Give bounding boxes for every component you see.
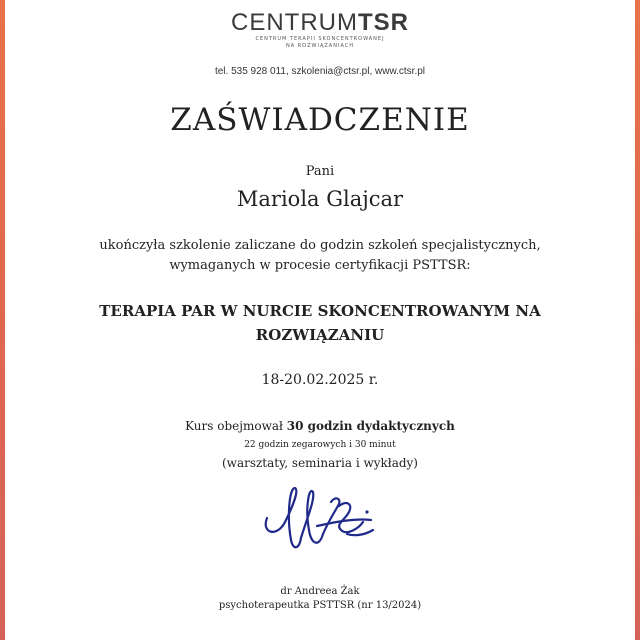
right-border (635, 0, 640, 640)
recipient-name: Mariola Glajcar (236, 187, 404, 211)
course-title (60, 299, 580, 347)
course-hours-bold: 30 godzin dydaktycznych (286, 419, 455, 433)
course-hours (0, 419, 640, 433)
clock-hours: 22 godzin zegarowych i 30 minut (244, 440, 396, 450)
logo (0, 10, 640, 50)
signature-icon (255, 478, 385, 558)
left-border (0, 0, 5, 640)
contact-info: tel. 535 928 011, szkolenia@ctsr.pl, www.ctsr.pl (214, 66, 426, 77)
certificate-title: ZAŚWIADCZENIE (170, 102, 470, 138)
statement-line-1: ukończyła szkolenie zaliczane do godzin szkoleń specjalistycznych, (99, 238, 541, 253)
logo-wordmark (0, 10, 640, 36)
logo-subtitle-line2: NA ROZWIĄZANIACH (285, 43, 355, 49)
statement (0, 236, 640, 276)
logo-subtitle-line1: CENTRUM TERAPII SKONCENTROWANEJ (255, 36, 385, 42)
logo-wordmark-light: CENTRUM (231, 9, 358, 36)
course-hours-prefix: Kurs obejmował (185, 419, 287, 433)
signer-role: psychoterapeutka PSTTSR (nr 13/2024) (218, 600, 422, 611)
statement-line-2: wymaganych w procesie certyfikacji PSTTSR: (169, 258, 471, 273)
course-title-line-1: TERAPIA PAR W NURCIE SKONCENTROWANYM NA (99, 302, 541, 320)
logo-wordmark-bold: TSR (358, 9, 409, 36)
course-dates: 18-20.02.2025 r. (261, 372, 379, 388)
course-title-line-2: ROZWIĄZANIU (255, 326, 385, 344)
salutation: Pani (305, 164, 335, 179)
signer-name: dr Andreea Żak (280, 586, 360, 597)
course-types: (warsztaty, seminaria i wykłady) (221, 456, 418, 470)
